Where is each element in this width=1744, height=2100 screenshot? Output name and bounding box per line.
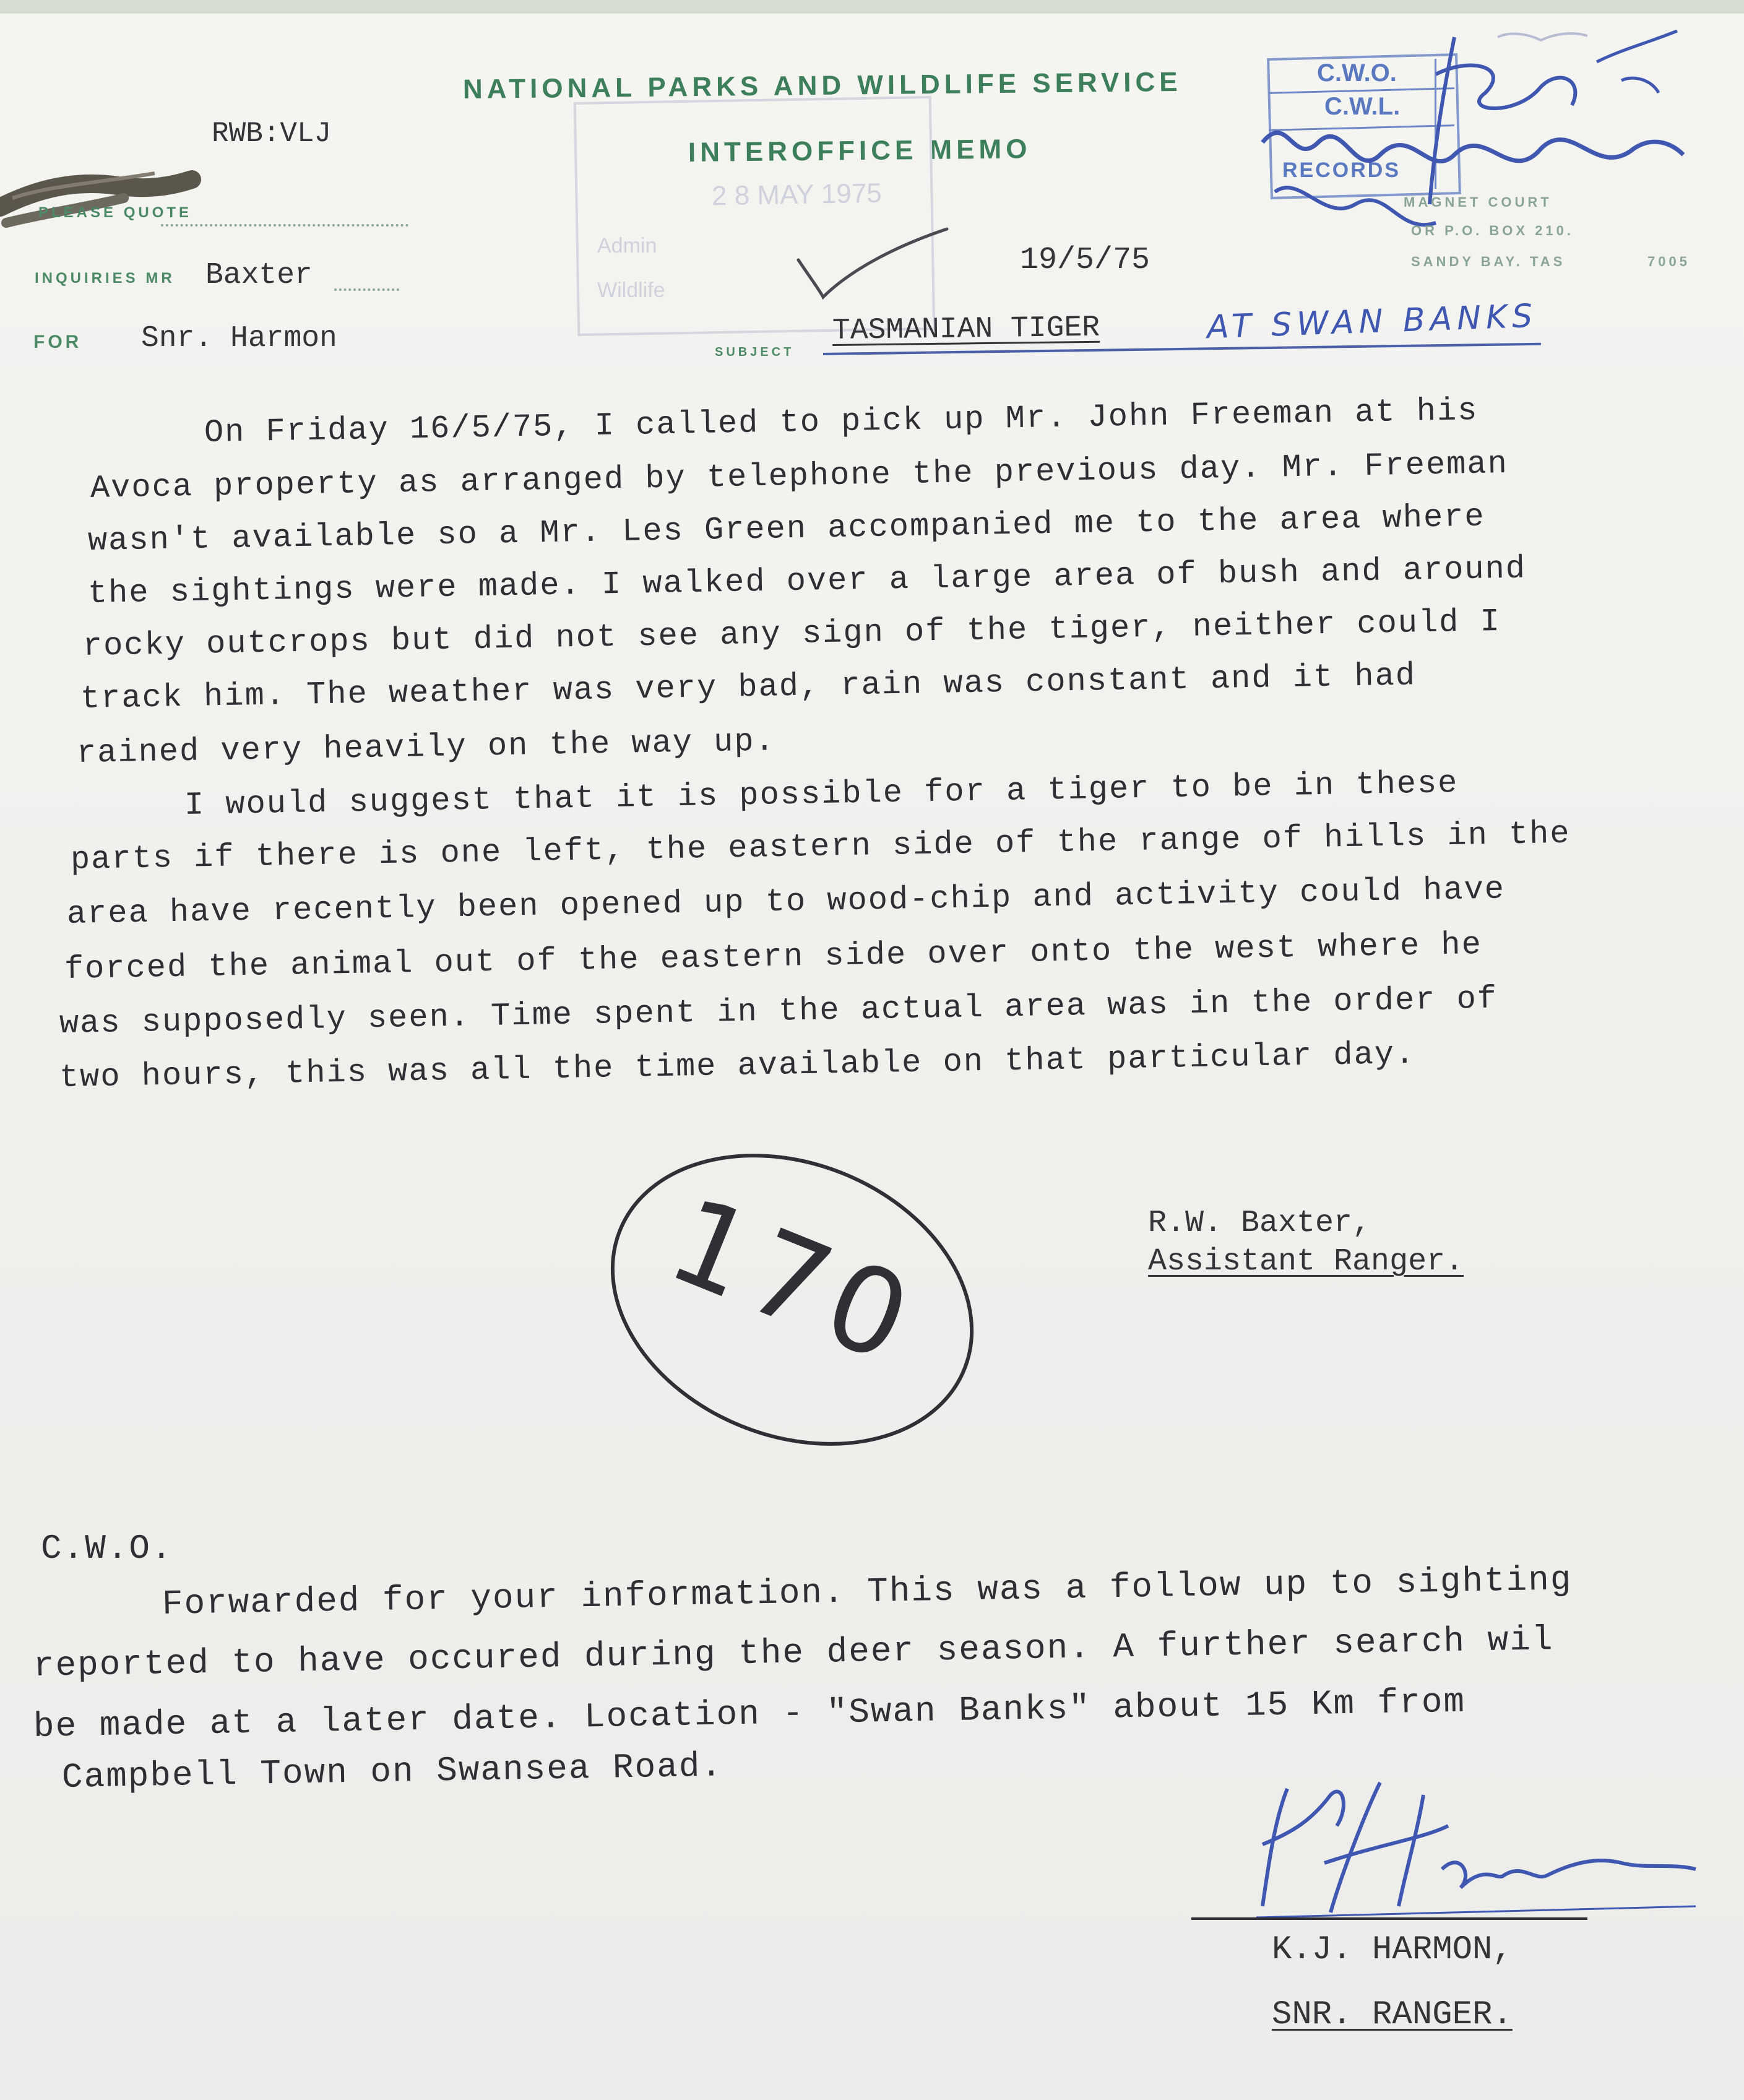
memo-date: 19/5/75 bbox=[1020, 243, 1150, 278]
para1-line-3: wasn't available so a Mr. Les Green accompanied me to the area where bbox=[87, 498, 1486, 560]
for-label: FOR bbox=[33, 332, 82, 352]
signature-line bbox=[1191, 1917, 1587, 1920]
para2-line-1: I would suggest that it is possible for a tiger to be in these bbox=[184, 765, 1459, 824]
letterhead-title: NATIONAL PARKS AND WILDLIFE SERVICE bbox=[462, 66, 1182, 105]
address-postcode: 7005 bbox=[1647, 254, 1690, 269]
faded-stamp-wildlife: Wildlife bbox=[597, 279, 665, 302]
para1-line-6: track him. The weather was very bad, rain was constant and it had bbox=[80, 657, 1417, 717]
file-number: 170 bbox=[652, 1171, 936, 1392]
forward-addressee: C.W.O. bbox=[41, 1529, 173, 1568]
stamp-cwo: C.W.O. bbox=[1317, 59, 1397, 87]
subject-value: TASMANIAN TIGER bbox=[832, 311, 1100, 348]
paper-top-edge bbox=[0, 0, 1744, 14]
para1-line-7: rained very heavily on the way up. bbox=[76, 723, 776, 772]
check-mark-icon bbox=[792, 223, 953, 309]
para2-line-6: two hours, this was all the time available on that particular day. bbox=[59, 1035, 1416, 1096]
signatory2-title: SNR. RANGER. bbox=[1272, 1996, 1513, 2034]
subject-label: SUBJECT bbox=[715, 345, 795, 359]
para1-line-2: Avoca property as arranged by telephone the previous day. Mr. Freeman bbox=[90, 446, 1509, 507]
inquiries-line bbox=[334, 288, 399, 291]
forward-line-4: Campbell Town on Swansea Road. bbox=[61, 1746, 723, 1797]
subject-handwritten: AT SWAN BANKS bbox=[1206, 297, 1539, 347]
para2-line-3: area have recently been opened up to wood-chip and activity could have bbox=[66, 871, 1506, 933]
forward-line-1: Forwarded for your information. This was a follow up to sighting bbox=[162, 1560, 1573, 1624]
inquiries-value: Baxter bbox=[205, 259, 313, 292]
signature-harmon-icon bbox=[1238, 1770, 1708, 1931]
please-quote-line bbox=[161, 224, 408, 227]
stamp-records: RECORDS bbox=[1282, 158, 1401, 182]
address-line1: MAGNET COURT bbox=[1404, 194, 1552, 210]
for-value: Snr. Harmon bbox=[141, 322, 337, 355]
please-quote-label: PLEASE QUOTE bbox=[38, 204, 192, 221]
faded-stamp-admin: Admin bbox=[597, 234, 657, 257]
faded-stamp-date: 2 8 MAY 1975 bbox=[711, 178, 883, 212]
stamp-cwl: C.W.L. bbox=[1324, 93, 1401, 120]
para1-line-1: On Friday 16/5/75, I called to pick up Mr. John Freeman at his bbox=[204, 392, 1479, 451]
reference-code: RWB:VLJ bbox=[212, 118, 332, 150]
para2-line-4: forced the animal out of the eastern side over onto the west where he bbox=[64, 927, 1483, 988]
para2-line-2: parts if there is one left, the eastern side of the range of hills in the bbox=[70, 815, 1571, 878]
signatory1-name: R.W. Baxter, bbox=[1148, 1206, 1371, 1241]
signatory1-title: Assistant Ranger. bbox=[1148, 1244, 1464, 1279]
inquiries-label: INQUIRIES MR bbox=[35, 270, 175, 287]
signatory2-name: K.J. HARMON, bbox=[1272, 1931, 1513, 1969]
para1-line-4: the sightings were made. I walked over a large area of bush and around bbox=[87, 550, 1527, 612]
forward-line-3: be made at a later date. Location - "Swan Banks" about 15 Km from bbox=[33, 1682, 1466, 1747]
para2-line-5: was supposedly seen. Time spent in the actual area was in the order of bbox=[59, 980, 1498, 1042]
string-tie-icon bbox=[0, 155, 204, 235]
address-line3: SANDY BAY. TAS bbox=[1411, 254, 1566, 269]
memo-subtitle: INTEROFFICE MEMO bbox=[688, 134, 1032, 168]
para1-line-5: rocky outcrops but did not see any sign of the tiger, neither could I bbox=[82, 603, 1501, 665]
forward-line-2: reported to have occured during the deer season. A further search wil bbox=[33, 1620, 1554, 1686]
address-line2: OR P.O. BOX 210. bbox=[1411, 223, 1574, 238]
